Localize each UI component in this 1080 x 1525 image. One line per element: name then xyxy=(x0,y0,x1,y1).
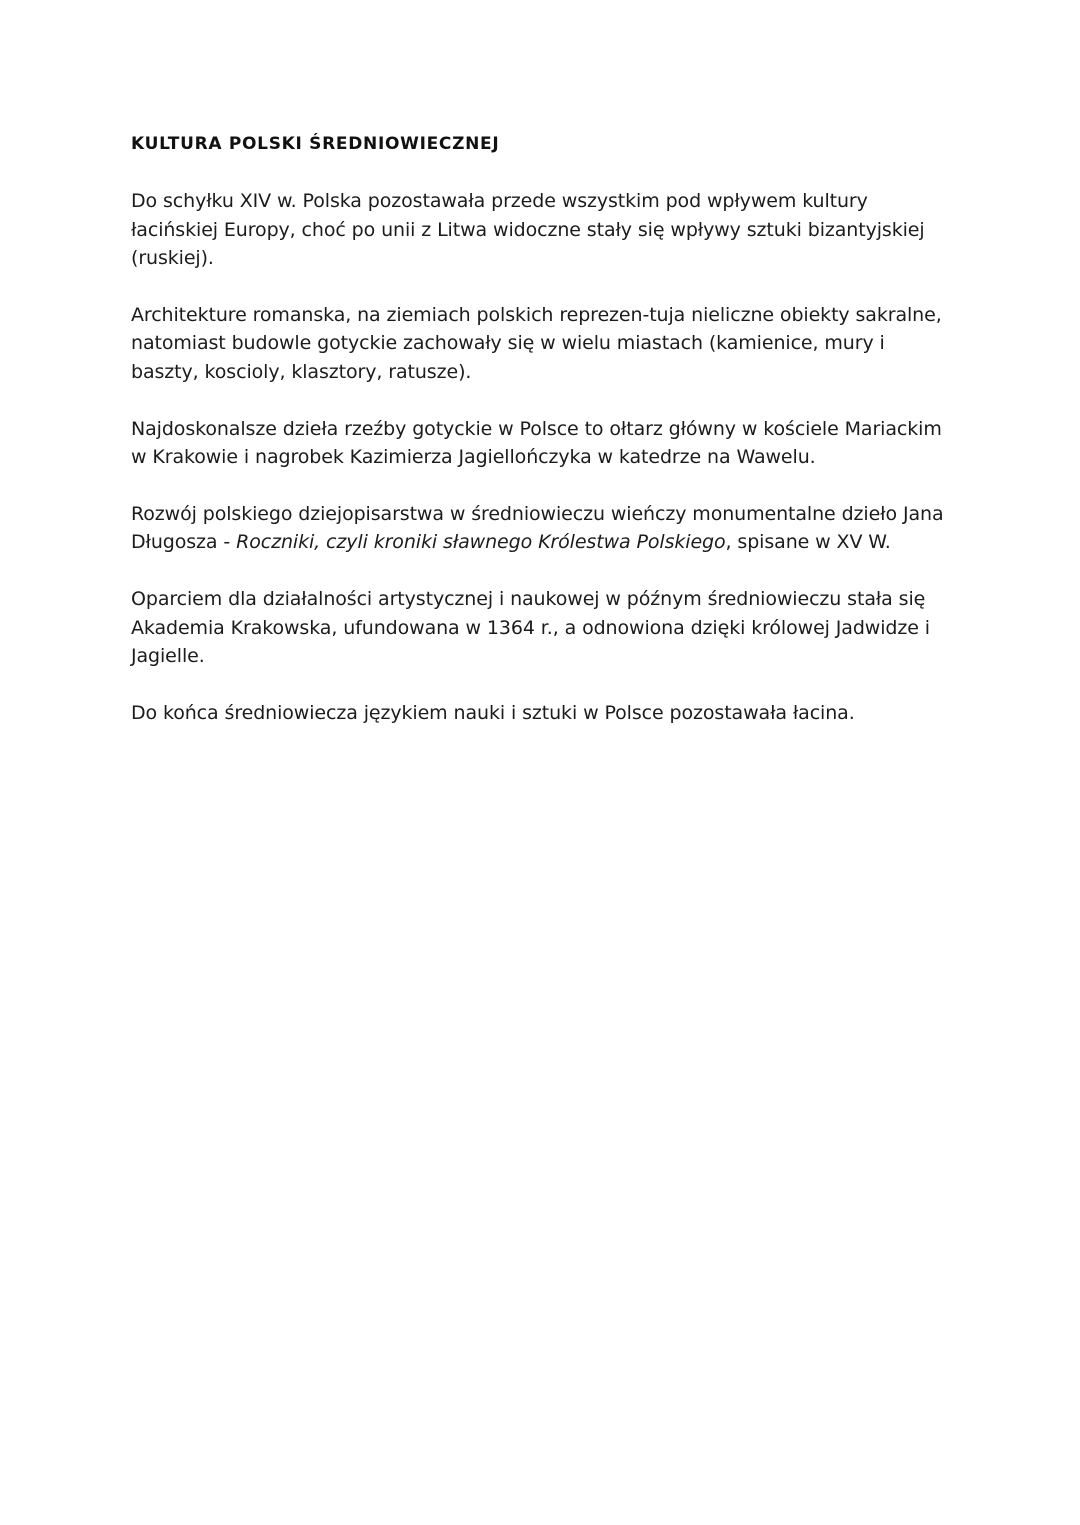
paragraph-historiography xyxy=(131,500,951,557)
paragraph-latin-language: Do końca średniowiecza językiem nauki i sztuki w Polsce pozostawała łacina. xyxy=(131,701,855,724)
paragraph-academy: Oparciem dla działalności artystycznej i naukowej w późnym średniowieczu stała się Akademia Krakowska, ufundowana w 1364 r., a odnowiona dzięki królowej Jadwidze i Jagielle. xyxy=(131,587,930,668)
paragraph-sculpture: Najdoskonalsze dzieła rzeźby gotyckie w Polsce to ołtarz główny w kościele Mariackim w Krakowie i nagrobek Kazimierza Jagiellończyka w katedrze na Wawelu. xyxy=(131,417,942,469)
paragraph-architecture: Architekture romanska, na ziemiach polskich reprezen-tuja nieliczne obiekty sakralne, natomiast budowle gotyckie zachowały się w wielu miastach (kamienice, mury i baszty, koscioly, klasztory, ratusze). xyxy=(131,303,942,383)
historiography-text-after: , spisane w XV W. xyxy=(725,531,891,554)
book-title-italic: Roczniki, czyli kroniki sławnego Królestwa Polskiego xyxy=(236,531,726,554)
page-title: KULTURA POLSKI ŚREDNIOWIECZNEJ xyxy=(131,134,500,154)
paragraph-latin-influence: Do schyłku XIV w. Polska pozostawała przede wszystkim pod wpływem kultury łacińskiej Europy, choć po unii z Litwa widoczne stały się wpływy sztuki bizantyjskiej (ruskiej). xyxy=(131,190,925,270)
document-content xyxy=(131,131,951,727)
historiography-text-before: Rozwój polskiego dziejopisarstwa w średniowieczu wieńczy monumentalne dzieło Jana Długosza - xyxy=(131,502,944,554)
